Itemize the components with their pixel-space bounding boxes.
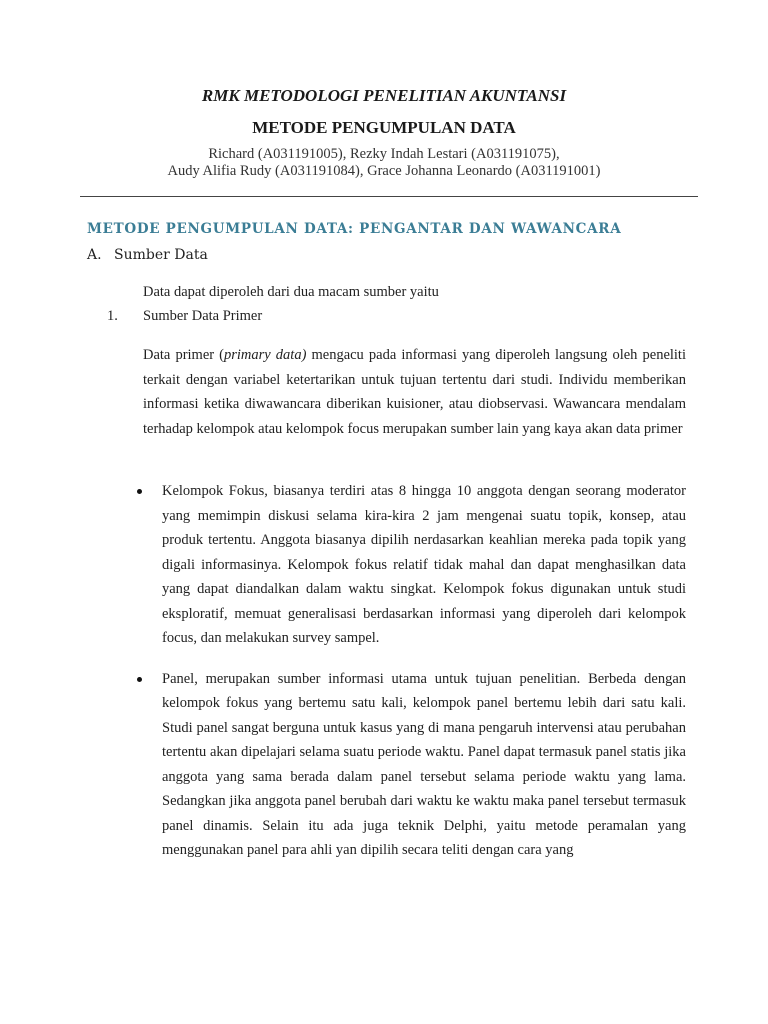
section-heading: METODE PENGUMPULAN DATA: PENGANTAR DAN WAWANCARA xyxy=(87,221,622,237)
authors-line-2: Audy Alifia Rudy (A031191084), Grace Johanna Leonardo (A031191001) xyxy=(167,163,601,179)
bullet-list xyxy=(134,479,686,863)
bullet-icon xyxy=(137,677,142,682)
subsection-title xyxy=(87,247,208,263)
subsection-label: Sumber Data xyxy=(114,247,208,263)
bullet-icon xyxy=(137,489,142,494)
numbered-item-marker: 1. xyxy=(107,308,118,324)
subsection-marker: A. xyxy=(87,247,102,263)
header-divider xyxy=(80,196,698,197)
paragraph-rest: mengacu pada informasi yang diperoleh langsung oleh peneliti terkait dengan variabel ketertarikan untuk tujuan tertentu dari studi. Individu memberikan informasi ketika diwawancara diberikan kuisioner, atau diobservasi. Wawancara mendalam terhadap kelompok atau kelompok focus merupakan sumber lain yang kaya akan data primer xyxy=(143,347,686,437)
document-subtitle: METODE PENGUMPULAN DATA xyxy=(252,118,516,137)
paragraph-italic: primary data) xyxy=(224,347,307,363)
numbered-item-label: Sumber Data Primer xyxy=(143,308,263,324)
authors-line-1: Richard (A031191005), Rezky Indah Lestari (A031191075), xyxy=(208,146,560,162)
numbered-item xyxy=(107,308,262,325)
bullet-item-panel xyxy=(134,667,686,863)
bullet-text: Panel, merupakan sumber informasi utama untuk tujuan penelitian. Berbeda dengan kelompok fokus yang bertemu satu kali, kelompok panel bertemu lebih dari satu kali. Studi panel sangat berguna untuk kasus yang di mana pengaruh intervensi atau perubahan tertentu akan dipelajari selama suatu periode waktu. Panel dapat termasuk panel statis jika anggota yang sama berada dalam panel tersebut selama periode waktu yang lama. Sedangkan jika anggota panel berubah dari waktu ke waktu maka panel tersebut termasuk panel dinamis. Selain itu ada juga teknik Delphi, yaitu metode peramalan yang menggunakan panel para ahli yan dipilih secara teliti dengan cara yang xyxy=(162,670,686,858)
bullet-text: Kelompok Fokus, biasanya terdiri atas 8 hingga 10 anggota dengan seorang moderator yang memimpin diskusi selama kira-kira 2 jam mengenai suatu topik, konsep, atau produk tertentu. Anggota biasanya dipilih nerdasarkan keahlian mereka pada topik yang digali informasinya. Kelompok fokus relatif tidak mahal dan dapat menghasilkan data yang dapat diandalkan dalam waktu singkat. Kelompok fokus digunakan untuk studi eksploratif, memuat generalisasi berdasarkan informasi yang diperoleh dari kelompok focus, dan melakukan survey sampel. xyxy=(162,483,686,646)
authors-block xyxy=(0,146,768,180)
intro-text: Data dapat diperoleh dari dua macam sumber yaitu xyxy=(143,284,439,300)
document-title: RMK METODOLOGI PENELITIAN AKUNTANSI xyxy=(201,86,567,105)
bullet-item-focus-group xyxy=(134,479,686,651)
body-paragraph xyxy=(143,343,686,441)
paragraph-lead: Data primer ( xyxy=(143,347,224,363)
